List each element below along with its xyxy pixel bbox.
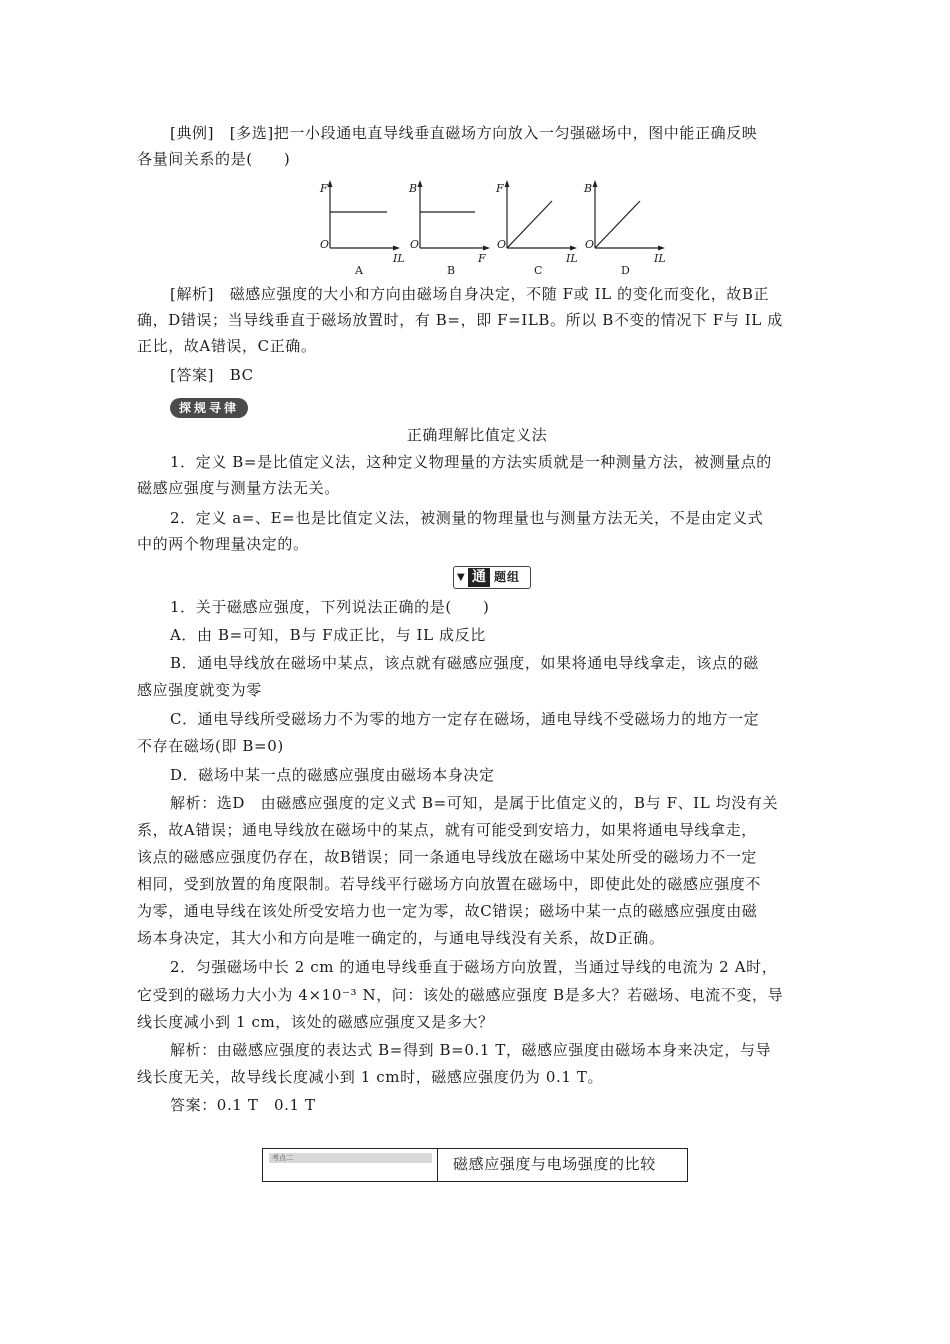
badge-big-char: 通 (468, 568, 490, 587)
graph-d-label: D (621, 264, 630, 277)
rule-2-line-2: 中的两个物理量决定的。 (137, 535, 309, 553)
section-header-box (262, 1148, 688, 1182)
graph-a-origin: O (320, 238, 330, 251)
graph-c-x-label: IL (566, 252, 578, 265)
badge-rest-text: 题组 (494, 570, 521, 584)
example-line-1: [典例] [多选]把一小段通电直导线垂直磁场方向放入一匀强磁场中，图中能正确反映 (170, 124, 758, 142)
graph-a (319, 180, 405, 277)
q2-line-1: 2．匀强磁场中长 2 cm 的通电导线垂直于磁场方向放置，当通过导线的电流为 2 A时， (170, 958, 778, 976)
rule-1-line-2: 磁感应强度与测量方法无关。 (137, 479, 340, 497)
analysis-line-3: 正比，故A错误，C正确。 (137, 337, 317, 355)
graph-d-x-label: IL (654, 252, 666, 265)
q1-solution-line-1: 解析：选D 由磁感应强度的定义式 B=可知，是属于比值定义的，B与 F、IL 均没有关 (170, 794, 779, 812)
section-tag-cell (263, 1149, 438, 1181)
graph-d (583, 180, 666, 277)
question-group-badge (453, 566, 531, 589)
rule-badge: 探规寻律 (170, 398, 248, 418)
chevron-down-icon: ▼ (457, 572, 465, 583)
q1-solution-line-4: 相同，受到放置的角度限制。若导线平行磁场方向放置在磁场中，即使此处的磁感应强度不 (137, 875, 762, 893)
q1-option-a: A．由 B=可知，B与 F成正比，与 IL 成反比 (170, 626, 486, 644)
answer-line: [答案] BC (170, 366, 254, 384)
graph-b-label: B (447, 264, 456, 277)
graph-a-x-label: IL (393, 252, 405, 265)
graph-b-y-label: B (409, 182, 418, 195)
graph-c-line (507, 201, 552, 248)
q1-option-b-line-2: 感应强度就变为零 (137, 681, 262, 699)
graph-c-label: C (534, 264, 543, 277)
graph-d-origin: O (585, 238, 595, 251)
q2-line-2: 它受到的磁场力大小为 4×10⁻³ N，问：该处的磁感应强度 B是多大？若磁场、电流不变，导 (137, 986, 784, 1004)
graph-b (408, 180, 490, 277)
example-line-2: 各量间关系的是( ) (137, 150, 291, 168)
q2-solution-line-1: 解析：由磁感应强度的表达式 B=得到 B=0.1 T，磁感应强度由磁场本身来决定，与导 (170, 1041, 772, 1059)
graph-c-y-label: F (496, 182, 504, 195)
q1-solution-line-6: 场本身决定，其大小和方向是唯一确定的，与通电导线没有关系，故D正确。 (137, 929, 665, 947)
q1-option-b-line-1: B．通电导线放在磁场中某点，该点就有磁感应强度，如果将通电导线拿走，该点的磁 (170, 654, 759, 672)
section-title: 磁感应强度与电场强度的比较 (453, 1155, 656, 1173)
graph-options (310, 178, 690, 278)
rule-title: 正确理解比值定义法 (406, 426, 548, 444)
graph-d-y-label: B (584, 182, 593, 195)
graph-a-y-label: F (320, 182, 328, 195)
graph-b-x-label: F (478, 252, 486, 265)
rule-2-line-1: 2．定义 a=、E=也是比值定义法，被测量的物理量也与测量方法无关，不是由定义式 (170, 509, 764, 527)
q1-option-c-line-2: 不存在磁场(即 B=0) (137, 737, 284, 755)
q1-option-c-line-1: C．通电导线所受磁场力不为零的地方一定存在磁场，通电导线不受磁场力的地方一定 (170, 710, 760, 728)
analysis-line-1: [解析] 磁感应强度的大小和方向由磁场自身决定，不随 F或 IL 的变化而变化，故B正 (170, 285, 770, 303)
q1-solution-line-5: 为零，通电导线在该处所受安培力也一定为零，故C错误；磁场中某一点的磁感应强度由磁 (137, 902, 758, 920)
graph-d-line (595, 201, 640, 248)
graph-b-origin: O (410, 238, 420, 251)
q2-answer: 答案：0.1 T 0.1 T (170, 1096, 316, 1114)
section-tag: 考点二 (269, 1153, 432, 1163)
q1-option-d: D．磁场中某一点的磁感应强度由磁场本身决定 (170, 766, 495, 784)
analysis-line-2: 确，D错误；当导线垂直于磁场放置时，有 B=，即 F=ILB。所以 B不变的情况下 F与 IL 成 (137, 311, 783, 329)
graph-c-origin: O (497, 238, 507, 251)
q2-line-3: 线长度减小到 1 cm，该处的磁感应强度又是多大？ (137, 1013, 494, 1031)
q1-solution-line-2: 系，故A错误；通电导线放在磁场中的某点，就有可能受到安培力，如果将通电导线拿走， (137, 821, 757, 839)
q1-solution-line-3: 该点的磁感应强度仍存在，故B错误；同一条通电导线放在磁场中某处所受的磁场力不一定 (137, 848, 758, 866)
graph-c (495, 180, 578, 277)
q1-stem: 1．关于磁感应强度，下列说法正确的是( ) (170, 598, 490, 616)
graph-a-label: A (355, 264, 363, 277)
rule-1-line-1: 1．定义 B=是比值定义法，这种定义物理量的方法实质就是一种测量方法，被测量点的 (170, 453, 772, 471)
q2-solution-line-2: 线长度无关，故导线长度减小到 1 cm时，磁感应强度仍为 0.1 T。 (137, 1068, 604, 1086)
